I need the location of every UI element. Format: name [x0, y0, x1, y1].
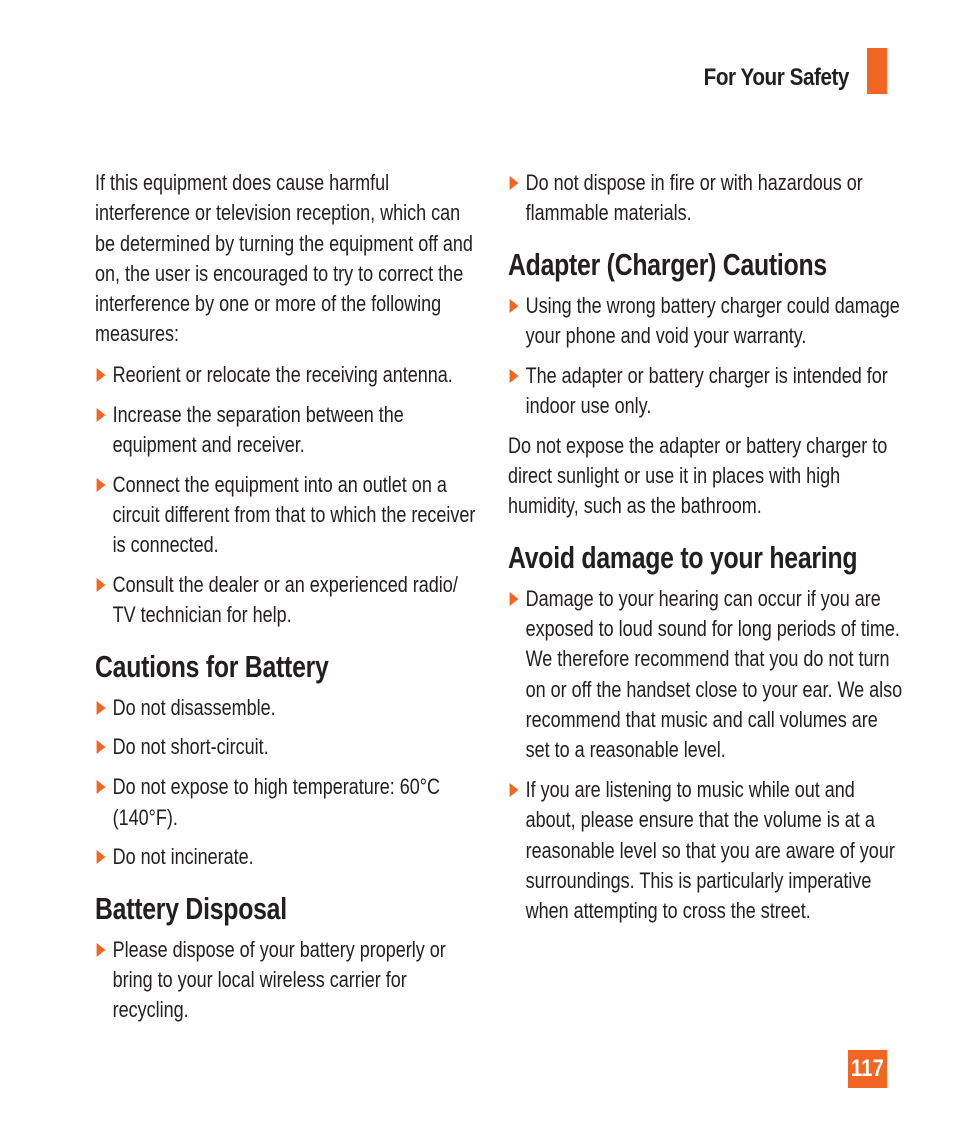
bullet-arrow-icon: [97, 578, 106, 592]
battery-cautions-list: [95, 693, 480, 873]
bullet-arrow-icon: [97, 780, 106, 794]
battery-disposal-continued-list: [508, 168, 903, 229]
list-item: Increase the separation between the equipment and receiver.: [95, 400, 480, 461]
cautions-for-battery-heading: Cautions for Battery: [95, 648, 329, 684]
list-item: Using the wrong battery charger could damage your phone and void your warranty.: [508, 291, 903, 352]
right-column: [508, 168, 903, 936]
list-item: Do not disassemble.: [95, 693, 480, 723]
bullet-arrow-icon: [97, 740, 106, 754]
section-title: For Your Safety: [703, 64, 849, 91]
left-column: [95, 168, 480, 1035]
bullet-arrow-icon: [510, 176, 519, 190]
right-column-content: [508, 168, 903, 926]
list-item: Do not dispose in fire or with hazardous or flammable materials.: [508, 168, 903, 229]
interference-measures-list: [95, 360, 480, 631]
list-item: Damage to your hearing can occur if you are exposed to loud sound for long periods of time. We therefore recommend that you do not turn on or off the handset close to your ear. We also recommend that music and call volumes are set to a reasonable level.: [508, 584, 903, 766]
interference-intro: If this equipment does cause harmful interference or television reception, which can be determined by turning the equipment off and on, the user is encouraged to try to correct the interference by one or more of the following measures:: [95, 170, 473, 347]
bullet-arrow-icon: [510, 783, 519, 797]
list-item: Do not expose to high temperature: 60°C (140°F).: [95, 772, 480, 833]
bullet-arrow-icon: [510, 369, 519, 383]
battery-disposal-list: [95, 935, 480, 1026]
list-item: Consult the dealer or an experienced radio/ TV technician for help.: [95, 570, 480, 631]
hearing-heading: Avoid damage to your hearing: [508, 539, 858, 575]
battery-disposal-heading: Battery Disposal: [95, 890, 287, 926]
bullet-arrow-icon: [510, 592, 519, 606]
page-number: 117: [848, 1050, 887, 1088]
adapter-note: Do not expose the adapter or battery charger to direct sunlight or use it in places with high humidity, such as the bathroom.: [508, 432, 888, 519]
bullet-arrow-icon: [97, 478, 106, 492]
left-column-content: [95, 168, 480, 1026]
section-tab-marker: [867, 48, 887, 94]
list-item: Reorient or relocate the receiving antenna.: [95, 360, 480, 390]
list-item: The adapter or battery charger is intended for indoor use only.: [508, 361, 903, 422]
adapter-cautions-list: [508, 291, 903, 422]
list-item: Do not short-circuit.: [95, 732, 480, 762]
bullet-arrow-icon: [97, 943, 106, 957]
bullet-arrow-icon: [97, 701, 106, 715]
list-item: If you are listening to music while out and about, please ensure that the volume is at a reasonable level so that you are aware of your surroundings. This is particularly imperative when attempting to cross the street.: [508, 775, 903, 926]
adapter-cautions-heading: Adapter (Charger) Cautions: [508, 246, 827, 282]
hearing-list: [508, 584, 903, 927]
list-item: Please dispose of your battery properly or bring to your local wireless carrier for recycling.: [95, 935, 480, 1026]
bullet-arrow-icon: [97, 368, 106, 382]
list-item: Connect the equipment into an outlet on a circuit different from that to which the receiver is connected.: [95, 470, 480, 561]
bullet-arrow-icon: [97, 850, 106, 864]
bullet-arrow-icon: [97, 408, 106, 422]
bullet-arrow-icon: [510, 299, 519, 313]
list-item: Do not incinerate.: [95, 842, 480, 872]
